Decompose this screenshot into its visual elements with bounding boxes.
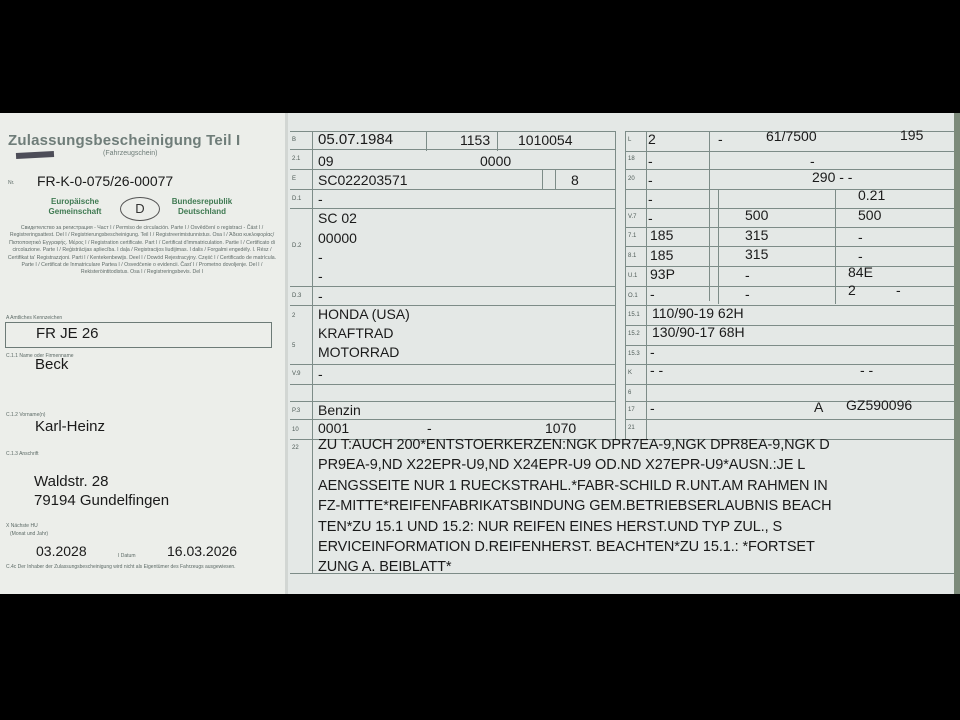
field-label-d2: D.2 — [292, 243, 302, 249]
plate-label: A Amtliches Kennzeichen — [6, 315, 63, 321]
surname-label: C.1.1 Name oder Firmenname — [6, 353, 74, 359]
grid-line — [625, 151, 955, 152]
remark-line: FZ-MITTE*REIFENFABRIKATSBINDUNG GEM.BETRIEBSERLAUBNIS BEACH — [318, 498, 832, 515]
grid-line — [290, 364, 615, 365]
grid-divider — [497, 131, 498, 151]
country-oval: D — [120, 197, 160, 221]
country-label: Bundesrepublik Deutschland — [171, 197, 233, 216]
grid-divider — [615, 131, 616, 439]
grid-line — [290, 169, 615, 170]
redaction-mark — [16, 151, 54, 159]
field-12-value: - — [648, 191, 653, 207]
field-label-l: L — [628, 137, 632, 143]
d2-variant: 00000 — [318, 230, 357, 246]
q-value: 0.21 — [858, 187, 886, 203]
grid-line — [290, 286, 615, 287]
grid-divider — [555, 169, 556, 189]
tire-front: 110/90-19 62H — [652, 305, 744, 321]
body-type: MOTORRAD — [318, 344, 400, 360]
field-2-4-value: 0000 — [480, 153, 512, 169]
grid-divider — [718, 189, 719, 304]
address-label: C.1.3 Anschrift — [6, 451, 39, 457]
document-number: FR-K-0-075/26-00077 — [37, 173, 174, 189]
firstname-label: C.1.2 Vorname(n) — [6, 412, 46, 418]
axles-value: 2 — [648, 131, 656, 147]
grid-divider — [646, 131, 647, 439]
axle-load-8-3: - — [858, 248, 863, 264]
field-label-d1: D.1 — [292, 196, 302, 202]
d2-type: SC 02 — [318, 210, 357, 226]
tire-rear: 130/90-17 68H — [652, 324, 745, 340]
field-label-20: 20 — [628, 176, 635, 182]
field-6-value: - — [650, 400, 655, 416]
grid-divider — [625, 131, 626, 439]
field-label-21: 21 — [628, 425, 635, 431]
make-value: HONDA (USA) — [318, 306, 410, 322]
remark-line: PR9EA-9,ND X22EPR-U9,ND X24EPR-U9 OD.ND X27EPR-U9*AUSN.:JE L — [318, 457, 806, 474]
code-value: GZ590096 — [846, 397, 913, 413]
field-label-b: B — [292, 137, 297, 143]
max-speed: 195 — [900, 127, 924, 143]
k-value: - - — [650, 362, 664, 378]
field-a-mark: A — [814, 399, 824, 415]
field-label-k: K — [628, 370, 633, 376]
field-label-10: 10 — [292, 427, 299, 433]
field-2-1-value: 1153 — [460, 132, 491, 148]
remark-line: TEN*ZU 15.1 UND 15.2: NUR REIFEN EINES HERST.UND TYP ZUL., S — [318, 518, 783, 535]
field-label-v7: V.7 — [628, 214, 637, 220]
plate-value: FR JE 26 — [36, 325, 99, 342]
axle-load-7-3: - — [858, 229, 863, 245]
grid-line — [625, 345, 955, 346]
registration-document — [0, 113, 960, 594]
v9-value: - — [318, 366, 323, 382]
f2-value: 500 — [858, 207, 882, 223]
field-label-22: 22 — [292, 445, 299, 451]
grid-line — [625, 364, 955, 365]
grid-line — [625, 189, 955, 190]
remark-line: ZUNG A. BEIBLATT* — [318, 559, 452, 576]
v7-value: - — [648, 210, 653, 226]
remarks-block — [318, 435, 918, 578]
g-value: 290 - - — [812, 169, 853, 185]
city-value: 79194 Gundelfingen — [34, 492, 170, 509]
field-2-2-value: 1010054 — [518, 132, 573, 148]
field-label-u1: U.1 — [628, 273, 638, 279]
seats-value: 2 — [848, 282, 856, 298]
languages-text: Свидетелство за регистрация - Част I / Permiso de circulación. Parte I / Osvědčení o registraci - Část I / Registreringsattest. Del I / Registrierungsbescheinigung. Teil I / Registreerimistunnistus. Osa I / Άδεια κυκλοφορίας/Πιστοποιητικό Εγγραφής. Μέρος I / Registration certificate. Part I / Certificat d'immatriculation. Partie I / Certificato di circolazione. Parte I / Reģistrācijas apliecība. I daļa / Registracijos liudijimas. I dalis / Forgalmi engedély. I. Rész / Certifikat ta' Registrazzjoni. Parti I / Kentekenbewijs. Deel I / Dowód Rejestracyjny. Część I / Certificado de matrícula. Parte I / Certificat de înmatriculare Partea I / Osvedčenie o evidencii. Časť I / Prometno dovoljenje. Del I / Rekisteröintitodistus. Osa I / Registreringsbevis. Del I — [7, 225, 277, 276]
field-label-2: 2 — [292, 313, 296, 319]
d1-value: - — [318, 191, 323, 207]
axle-load-7-2: 315 — [745, 227, 769, 243]
grid-line — [625, 419, 955, 420]
axle-load-8-2: 315 — [745, 246, 769, 262]
noise-u3: 84E — [848, 264, 873, 280]
grid-line — [625, 169, 955, 170]
field-p1-value: 1070 — [545, 420, 577, 436]
tire-extra: - — [650, 344, 655, 360]
field-label-15-3: 15.3 — [628, 351, 640, 357]
field-20-value: - — [648, 172, 653, 188]
grid-line — [290, 208, 615, 209]
field-18-value: - — [648, 153, 653, 169]
field-10-value: 0001 — [318, 420, 350, 436]
field-label-8-1: 8.1 — [628, 253, 637, 259]
field-label-5: 5 — [292, 343, 296, 349]
field-label-p3: P.3 — [292, 408, 301, 414]
vin-value: SC022203571 — [318, 172, 408, 188]
field-label-7-1: 7.1 — [628, 233, 637, 239]
grid-line — [625, 208, 955, 209]
field-label-d3: D.3 — [292, 293, 302, 299]
field-label-o1: O.1 — [628, 293, 638, 299]
grid-divider — [312, 131, 313, 573]
grid-line — [290, 149, 615, 150]
grid-line — [290, 384, 615, 385]
field-19-value: - — [810, 153, 815, 169]
hu-date: 03.2028 — [36, 543, 87, 559]
noise-u1: 93P — [650, 266, 675, 282]
document-subtitle: (Fahrzeugschein) — [103, 150, 158, 157]
field-label-18: 18 — [628, 156, 635, 162]
remark-line: ERVICEINFORMATION D.REIFENHERST. BEACHTEN*ZU 15.1.: *FORTSET — [318, 539, 815, 556]
nr-label: Nr. — [8, 180, 15, 186]
grid-line — [290, 189, 615, 190]
d2-version-b: - — [318, 268, 323, 284]
eu-label: Europäische Gemeinschaft — [48, 197, 102, 216]
axle-load-7-1: 185 — [650, 227, 674, 243]
d2-version-a: - — [318, 249, 323, 265]
document-edge — [954, 113, 960, 594]
o1-value: - — [650, 286, 655, 302]
power-value: 61/7500 — [766, 128, 817, 144]
axle-load-8-1: 185 — [650, 247, 674, 263]
street-value: Waldstr. 28 — [34, 473, 109, 490]
grid-line — [625, 246, 955, 247]
grid-line — [625, 384, 955, 385]
standing-value: - — [896, 282, 901, 298]
first-registration-date: 05.07.1984 — [318, 131, 394, 148]
document-title: Zulassungsbescheinigung Teil I — [8, 132, 241, 149]
axles-dash: - — [718, 131, 723, 147]
k-value-b: - - — [860, 362, 874, 378]
holder-panel — [0, 113, 288, 594]
field-14-value: - — [427, 420, 432, 436]
vehicle-class: KRAFTRAD — [318, 325, 394, 341]
issue-label: I Datum — [118, 553, 136, 559]
hu-sub-label: (Monat und Jahr) — [10, 531, 49, 537]
d3-value: - — [318, 288, 323, 304]
issue-date: 16.03.2026 — [167, 543, 238, 559]
field-label-17: 17 — [628, 407, 635, 413]
field-label-e: E — [292, 176, 297, 182]
remark-line: AENGSSEITE NUR 1 RUECKSTRAHL.*FABR-SCHILD R.UNT.AM RAHMEN IN — [318, 477, 828, 494]
field-label-6: 6 — [628, 390, 632, 396]
grid-divider — [709, 131, 710, 301]
surname-value: Beck — [35, 356, 69, 373]
fuel-value: Benzin — [318, 402, 361, 418]
field-label-15-1: 15.1 — [628, 312, 640, 318]
remark-line: ZU T:AUCH 200*ENTSTOERKERZEN:NGK DPR7EA-9,NGK DPR8EA-9,NGK D — [318, 437, 830, 453]
o2-value: - — [745, 286, 750, 302]
check-digit: 8 — [571, 172, 579, 188]
grid-line — [625, 286, 955, 287]
f1-value: 500 — [745, 207, 769, 223]
grid-divider — [426, 131, 427, 151]
grid-line — [625, 227, 955, 228]
grid-divider — [542, 169, 543, 189]
field-2-value: 09 — [318, 153, 334, 169]
grid-divider — [835, 189, 836, 304]
firstname-value: Karl-Heinz — [35, 418, 106, 435]
field-label-v9: V.9 — [292, 371, 301, 377]
noise-u2: - — [745, 267, 750, 283]
hu-label: X Nächste HU — [6, 523, 38, 529]
field-label-15-2: 15.2 — [628, 331, 640, 337]
holder-note: C.4c Der Inhaber der Zulassungsbescheinigung wird nicht als Eigentümer des Fahrzeugs ausgewiesen. — [6, 564, 236, 570]
field-label-2-1: 2.1 — [292, 156, 301, 162]
